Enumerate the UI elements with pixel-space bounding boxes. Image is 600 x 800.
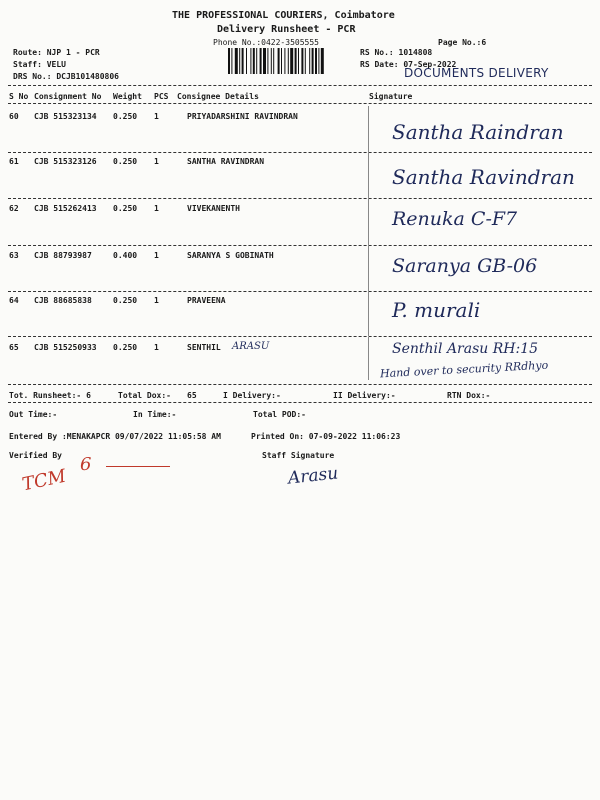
- col-consignee: Consignee Details: [177, 92, 259, 101]
- row-sno: 63: [9, 251, 19, 260]
- row-pcs: 1: [154, 112, 159, 121]
- rs-number: RS No.: 1014808: [360, 48, 433, 57]
- row-consignee: PRIYADARSHINI RAVINDRAN: [187, 112, 298, 121]
- total-dox-value: 65: [187, 391, 197, 400]
- row-sno: 64: [9, 296, 19, 305]
- entered-by: Entered By :MENAKAPCR 09/07/2022 11:05:58 AM: [9, 432, 221, 441]
- row-consignee: SENTHIL: [187, 343, 221, 352]
- total-runsheet: Tot. Runsheet:- 6: [9, 391, 91, 400]
- signature-column-divider: [368, 337, 369, 380]
- ii-delivery: II Delivery:-: [333, 391, 396, 400]
- verified-by-label: Verified By: [9, 451, 62, 460]
- row-divider: [8, 152, 592, 153]
- row-signature-handwritten: Renuka C-F7: [392, 208, 518, 230]
- row-divider: [8, 336, 592, 337]
- col-consignment: Consignment No: [34, 92, 102, 101]
- rs-date: RS Date: 07-Sep-2022: [360, 60, 457, 69]
- row-consignment: CJB 88793987: [34, 251, 92, 260]
- row-signature-handwritten: Senthil Arasu RH:15: [392, 341, 539, 357]
- row-pcs: 1: [154, 296, 159, 305]
- row-divider: [8, 245, 592, 246]
- row-divider: [8, 198, 592, 199]
- row-signature-handwritten: Santha Ravindran: [392, 165, 575, 189]
- signature-column-divider: [368, 151, 369, 198]
- col-pcs: PCS: [154, 92, 169, 101]
- row-weight: 0.250: [113, 112, 138, 121]
- total-dox-label: Total Dox:-: [118, 391, 171, 400]
- phone-number: Phone No.:0422-3505555: [213, 38, 319, 47]
- row-consignee-handwritten: ARASU: [232, 341, 270, 352]
- staff-signature-handwritten: Arasu: [287, 463, 340, 489]
- company-name: THE PROFESSIONAL COURIERS, Coimbatore: [172, 10, 395, 21]
- row-consignee: SANTHA RAVINDRAN: [187, 157, 265, 166]
- total-pod: Total POD:-: [253, 410, 306, 419]
- signature-column-divider: [368, 106, 369, 152]
- row-consignee: PRAVEENA: [187, 296, 226, 305]
- row-consignment: CJB 515323134: [34, 112, 97, 121]
- row-sno: 60: [9, 112, 19, 121]
- row-sno: 61: [9, 157, 19, 166]
- row-signature-handwritten: P. murali: [392, 298, 481, 322]
- verified-mark-handwritten: TCM: [20, 465, 68, 496]
- row-weight: 0.400: [113, 251, 138, 260]
- row-pcs: 1: [154, 157, 159, 166]
- row-pcs: 1: [154, 204, 159, 213]
- verified-underline: [106, 466, 170, 467]
- signature-column-divider: [368, 290, 369, 336]
- row-signature-handwritten: Santha Raindran: [392, 120, 564, 144]
- page-number: Page No.:6: [438, 38, 487, 47]
- doc-title: Delivery Runsheet - PCR: [217, 24, 356, 35]
- row-sno: 65: [9, 343, 19, 352]
- drs-number: DRS No.: DCJB101480806: [13, 72, 119, 81]
- signature-column-divider: [368, 245, 369, 291]
- staff-signature-label: Staff Signature: [262, 451, 335, 460]
- in-time: In Time:-: [133, 410, 177, 419]
- col-weight: Weight: [113, 92, 142, 101]
- row-pcs: 1: [154, 343, 159, 352]
- out-time: Out Time:-: [9, 410, 58, 419]
- row-divider: [8, 291, 592, 292]
- row-pcs: 1: [154, 251, 159, 260]
- row-signature-note-handwritten: Hand over to security RRdhyo: [379, 358, 549, 381]
- row-weight: 0.250: [113, 157, 138, 166]
- row-consignee: VIVEKANENTH: [187, 204, 240, 213]
- staff-name: Staff: VELU: [13, 60, 66, 69]
- verified-count-handwritten: 6: [80, 454, 92, 475]
- i-delivery: I Delivery:-: [223, 391, 281, 400]
- row-signature-handwritten: Saranya GB-06: [392, 255, 538, 277]
- row-consignment: CJB 88685838: [34, 296, 92, 305]
- row-sno: 62: [9, 204, 19, 213]
- row-consignment: CJB 515323126: [34, 157, 97, 166]
- rtn-dox: RTN Dox:-: [447, 391, 491, 400]
- row-weight: 0.250: [113, 204, 138, 213]
- row-weight: 0.250: [113, 296, 138, 305]
- col-sno: S No: [9, 92, 29, 101]
- printed-on: Printed On: 07-09-2022 11:06:23: [251, 432, 401, 441]
- signature-column-divider: [368, 198, 369, 245]
- row-consignment: CJB 515262413: [34, 204, 97, 213]
- barcode: [228, 48, 352, 74]
- route: Route: NJP 1 - PCR: [13, 48, 100, 57]
- row-consignment: CJB 515250933: [34, 343, 97, 352]
- col-signature: Signature: [369, 92, 413, 101]
- documents-delivery-stamp: DOCUMENTS DELIVERY: [404, 66, 549, 80]
- row-consignee: SARANYA S GOBINATH: [187, 251, 274, 260]
- row-weight: 0.250: [113, 343, 138, 352]
